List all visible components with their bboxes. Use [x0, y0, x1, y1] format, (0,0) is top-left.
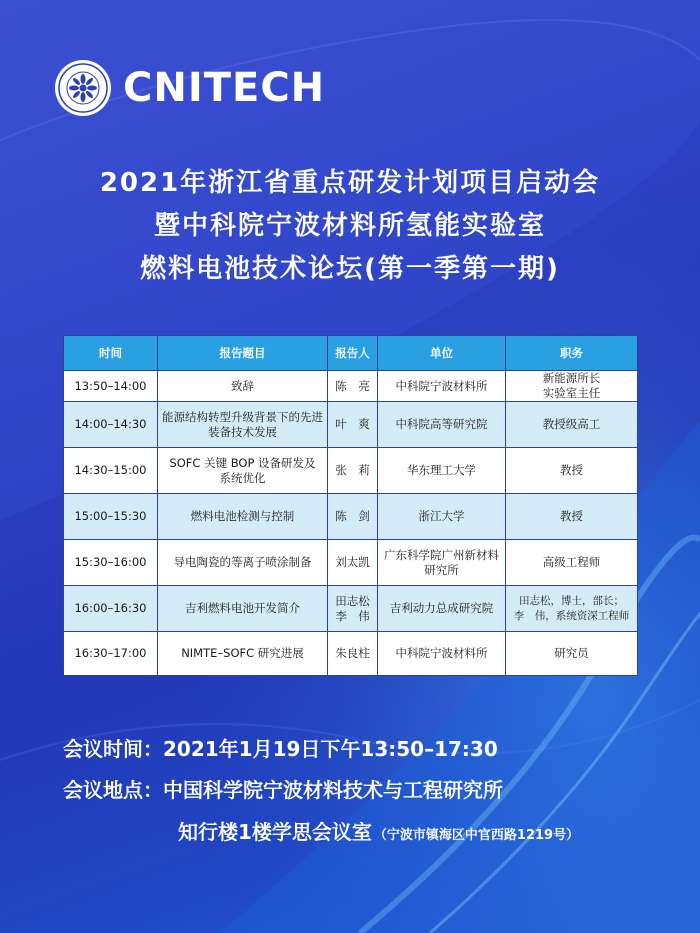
- table-row: [64, 371, 638, 402]
- meeting-venue-label: 会议地点：: [63, 778, 163, 802]
- cell-time: 14:00–14:30: [64, 402, 158, 448]
- cell-unit: 中科院高等研究院: [378, 402, 506, 448]
- cell-topic: 吉利燃料电池开发简介: [158, 586, 328, 632]
- header-speaker: 报告人: [328, 336, 378, 371]
- cnitech-emblem-icon: [55, 60, 111, 116]
- cell-speaker: 张 莉: [328, 448, 378, 494]
- table-row: [64, 540, 638, 586]
- cell-topic: NIMTE–SOFC 研究进展: [158, 632, 328, 676]
- event-title-line-1: 2021年浙江省重点研发计划项目启动会: [99, 168, 601, 198]
- meeting-time-value: 2021年1月19日下午13:50–17:30: [163, 737, 498, 761]
- header-unit: 单位: [378, 336, 506, 371]
- table-row: [64, 586, 638, 632]
- event-title-line-2: 暨中科院宁波材料所氢能实验室: [153, 211, 546, 241]
- header-topic: 报告题目: [158, 336, 328, 371]
- meeting-venue: [63, 774, 503, 803]
- cell-speaker: 陈 剑: [328, 494, 378, 540]
- cell-unit: 浙江大学: [378, 494, 506, 540]
- cell-unit: 吉利动力总成研究院: [378, 586, 506, 632]
- cell-position: 教授: [506, 448, 638, 494]
- cell-position: 新能源所长 实验室主任: [506, 371, 638, 402]
- cell-position: 教授: [506, 494, 638, 540]
- cell-unit: 中科院宁波材料所: [378, 371, 506, 402]
- cell-time: 14:30–15:00: [64, 448, 158, 494]
- cell-speaker: 刘太凯: [328, 540, 378, 586]
- cell-unit: 广东科学院广州新材料 研究所: [378, 540, 506, 586]
- event-title-line-3: 燃料电池技术论坛(第一季第一期): [140, 254, 560, 284]
- cell-speaker: 叶 爽: [328, 402, 378, 448]
- cell-time: 13:50–14:00: [64, 371, 158, 402]
- cell-unit: 华东理工大学: [378, 448, 506, 494]
- cell-topic: 导电陶瓷的等离子喷涂制备: [158, 540, 328, 586]
- meeting-venue-line-1: 中国科学院宁波材料技术与工程研究所: [163, 778, 503, 802]
- cell-topic: 能源结构转型升级背景下的先进 装备技术发展: [158, 402, 328, 448]
- cell-time: 16:00–16:30: [64, 586, 158, 632]
- cell-topic: SOFC 关键 BOP 设备研发及 系统优化: [158, 448, 328, 494]
- cell-unit: 中科院宁波材料所: [378, 632, 506, 676]
- cell-speaker: 田志松 李 伟: [328, 586, 378, 632]
- meeting-time-label: 会议时间：: [63, 737, 163, 761]
- header-time: 时间: [64, 336, 158, 371]
- cell-topic: 致辞: [158, 371, 328, 402]
- cell-time: 15:30–16:00: [64, 540, 158, 586]
- table-row: [64, 632, 638, 676]
- cell-time: 16:30–17:00: [64, 632, 158, 676]
- header-position: 职务: [506, 336, 638, 371]
- agenda-header-row: [64, 336, 638, 371]
- table-row: [64, 448, 638, 494]
- table-row: [64, 402, 638, 448]
- cell-position: 研究员: [506, 632, 638, 676]
- cell-speaker: 陈 亮: [328, 371, 378, 402]
- meeting-time: [63, 733, 498, 762]
- logo-wordmark: CNITECH: [123, 65, 326, 111]
- cell-topic: 燃料电池检测与控制: [158, 494, 328, 540]
- table-row: [64, 494, 638, 540]
- meeting-venue-address: （宁波市镇海区中官西路1219号）: [373, 828, 580, 843]
- cnitech-logo: [55, 60, 325, 116]
- cell-time: 15:00–15:30: [64, 494, 158, 540]
- event-title-block: [0, 162, 700, 291]
- cell-position: 田志松，博士，部长； 李 伟，系统资深工程师: [506, 586, 638, 632]
- cell-speaker: 朱良柱: [328, 632, 378, 676]
- meeting-venue-line-2: 知行楼1楼学思会议室: [178, 820, 372, 844]
- cell-position: 高级工程师: [506, 540, 638, 586]
- meeting-venue-room: [178, 816, 579, 845]
- agenda-table: [63, 335, 638, 676]
- cell-position: 教授级高工: [506, 402, 638, 448]
